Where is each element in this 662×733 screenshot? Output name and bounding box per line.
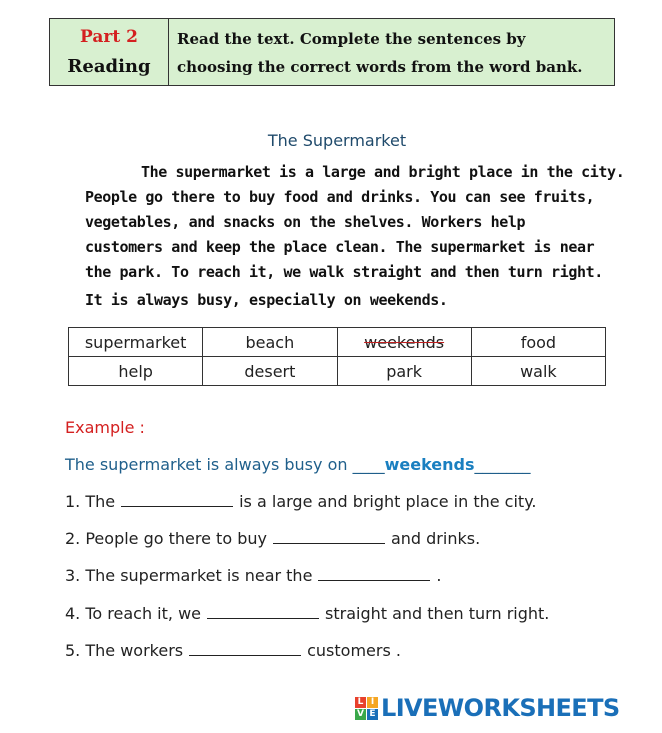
question-text: customers . (307, 641, 401, 660)
word-bank-cell: help (69, 357, 203, 386)
answer-blank-2[interactable] (273, 529, 385, 544)
word-bank-cell: supermarket (69, 328, 203, 357)
passage-line: the park. To reach it, we walk straight and then turn right. (85, 263, 603, 281)
word-bank-cell: beach (203, 328, 337, 357)
logo-badge-letter: V (355, 709, 366, 720)
question-text: . (436, 566, 442, 585)
passage-title: The Supermarket (267, 131, 407, 150)
answer-blank-3[interactable] (318, 566, 430, 581)
used-word: weekends (364, 332, 445, 352)
question-text: is a large and bright place in the city. (239, 492, 537, 511)
word-bank-cell: park (337, 357, 471, 386)
part-label-box (50, 19, 169, 85)
part-number: Part 2 (80, 27, 138, 47)
logo-badge-letter: L (355, 697, 366, 708)
task-header (49, 18, 615, 86)
word-bank-cell: walk (471, 357, 605, 386)
example-blank-after: _______ (474, 455, 531, 474)
passage-line: The supermarket is a large and bright place in the city. (141, 163, 625, 181)
question-text: 4. To reach it, we (65, 604, 201, 623)
question-3 (65, 566, 442, 585)
question-5 (65, 641, 401, 660)
example-text: The supermarket is always busy on (65, 455, 348, 474)
instruction-line-1: Read the text. Complete the sentences by (177, 30, 526, 48)
question-text: 3. The supermarket is near the (65, 566, 313, 585)
word-bank-cell (337, 328, 471, 357)
example-label: Example : (65, 418, 145, 437)
logo-badge-letter: I (367, 697, 378, 708)
passage-line: People go there to buy food and drinks. You can see fruits, (85, 188, 595, 206)
question-text: 5. The workers (65, 641, 184, 660)
question-4 (65, 604, 549, 623)
answer-blank-5[interactable] (189, 641, 301, 656)
passage-line: It is always busy, especially on weekends. (85, 291, 448, 309)
liveworksheets-logo (355, 694, 620, 722)
example-answer: weekends (384, 455, 475, 474)
answer-blank-4[interactable] (207, 604, 319, 619)
word-bank-cell: desert (203, 357, 337, 386)
word-bank-cell: food (471, 328, 605, 357)
reading-passage (85, 160, 645, 313)
example-blank-before: ____ (352, 455, 385, 474)
logo-text: LIVEWORKSHEETS (381, 694, 620, 722)
answer-blank-1[interactable] (121, 492, 233, 507)
question-text: straight and then turn right. (325, 604, 550, 623)
question-text: 2. People go there to buy (65, 529, 267, 548)
instruction-text (169, 19, 590, 85)
question-text: and drinks. (390, 529, 481, 548)
passage-line: vegetables, and snacks on the shelves. Workers help (85, 213, 526, 231)
logo-badge-letter: E (367, 709, 378, 720)
word-bank-row (69, 357, 606, 386)
question-1 (65, 492, 536, 511)
instruction-line-2: choosing the correct words from the word bank. (177, 58, 583, 76)
word-bank (68, 327, 606, 386)
question-text: 1. The (65, 492, 116, 511)
question-2 (65, 529, 480, 548)
word-bank-row (69, 328, 606, 357)
passage-line: customers and keep the place clean. The supermarket is near (85, 238, 595, 256)
section-name: Reading (67, 56, 151, 77)
logo-badge-icon (355, 697, 378, 720)
example-sentence (65, 455, 531, 474)
